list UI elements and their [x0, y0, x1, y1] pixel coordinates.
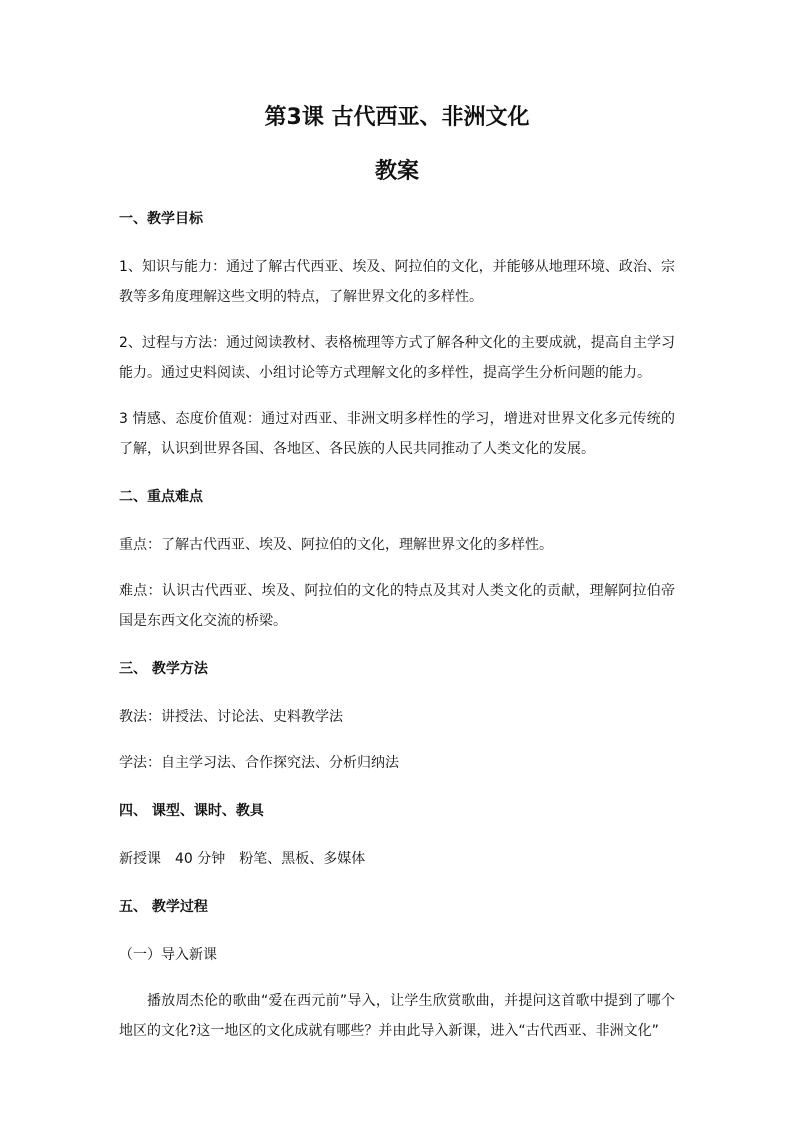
document-body	[119, 98, 675, 1046]
section-heading-lesson-type: 四、 课型、课时、教具	[119, 803, 264, 819]
page-subtitle: 教案	[374, 159, 419, 184]
intro-paragraph: 播放周杰伦的歌曲“爱在西元前”导入，让学生欣赏歌曲，并提问这首歌中提到了哪个地区的文化?这一地区的文化成就有哪些？并由此导入新课，进入“古代西亚、非洲文化”	[119, 993, 675, 1039]
teaching-method: 教法：讲授法、讨论法、史料教学法	[119, 709, 343, 725]
lesson-duration: 40 分钟	[175, 851, 226, 867]
page-title: 第3课 古代西亚、非洲文化	[264, 105, 530, 130]
key-point: 重点：了解古代西亚、埃及、阿拉伯的文化，理解世界文化的多样性。	[119, 537, 553, 553]
lesson-type: 新授课	[119, 851, 161, 867]
lesson-type-line	[119, 844, 675, 874]
teaching-tools: 粉笔、黑板、多媒体	[239, 851, 366, 867]
objective-attitude: 3 情感、态度价值观：通过对西亚、非洲文明多样性的学习，增进对世界文化多元传统的了解，认识到世界各国、各地区、各民族的人民共同推动了人类文化的发展。	[119, 411, 675, 457]
section-heading-objectives: 一、教学目标	[119, 211, 203, 227]
difficult-point: 难点：认识古代西亚、埃及、阿拉伯的文化的特点及其对人类文化的贡献，理解阿拉伯帝国是东西文化交流的桥梁。	[119, 583, 675, 629]
section-heading-process: 五、 教学过程	[119, 899, 208, 915]
section-heading-key-points: 二、重点难点	[119, 489, 203, 505]
objective-knowledge: 1、知识与能力：通过了解古代西亚、埃及、阿拉伯的文化，并能够从地理环境、政治、宗教等多角度理解这些文明的特点，了解世界文化的多样性。	[119, 259, 675, 305]
section-heading-methods: 三、 教学方法	[119, 661, 208, 677]
objective-process: 2、过程与方法：通过阅读教材、表格梳理等方式了解各种文化的主要成就，提高自主学习能力。通过史料阅读、小组讨论等方式理解文化的多样性，提高学生分析问题的能力。	[119, 335, 675, 381]
subsection-intro: （一）导入新课	[119, 947, 217, 963]
learning-method: 学法：自主学习法、合作探究法、分析归纳法	[119, 755, 399, 771]
